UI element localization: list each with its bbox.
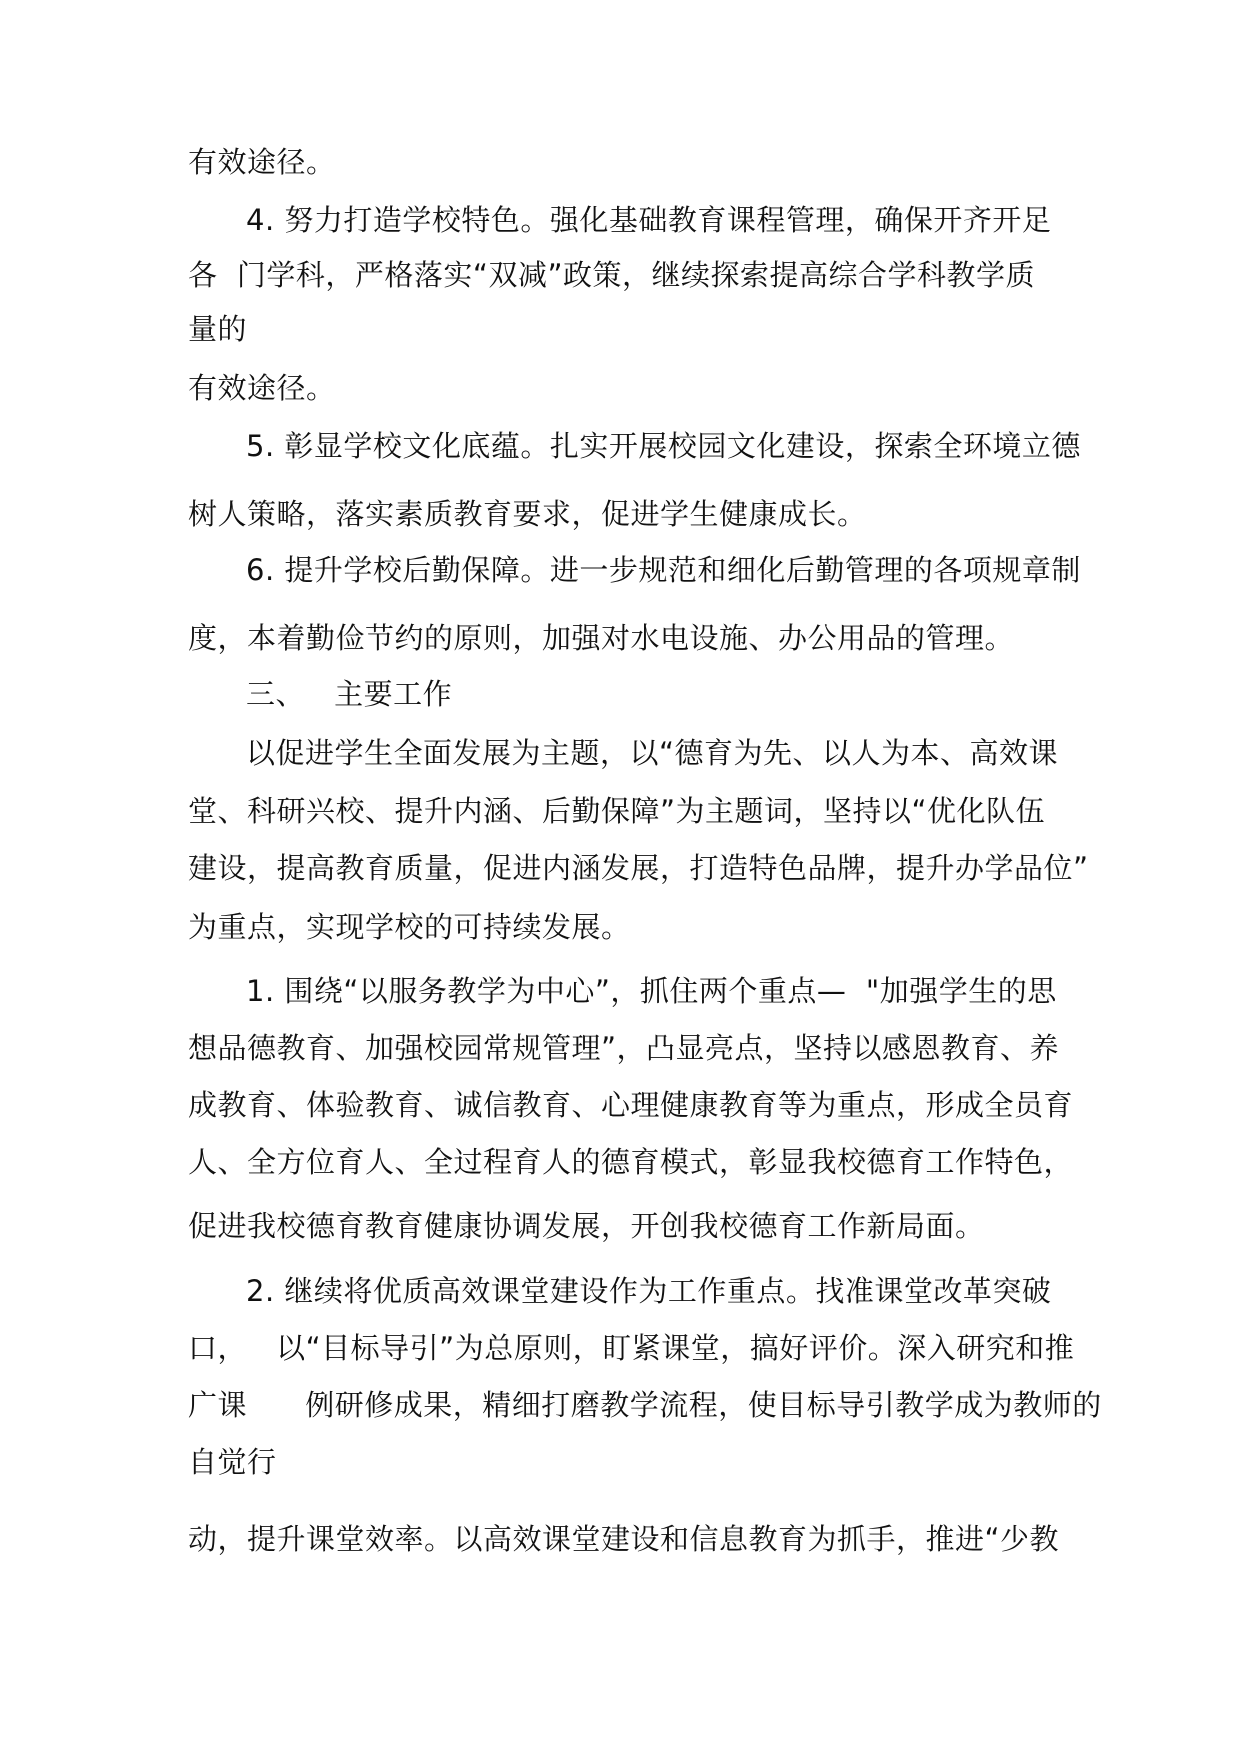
text-line-24: 动，提升课堂效率。以高效课堂建设和信息教育为抓手，推进“少教 [188, 1522, 1060, 1556]
text-line-6: 5. 彰显学校文化底蕴。扎实开展校园文化建设，探索全环境立德 [246, 429, 1081, 463]
text-line-5: 有效途径。 [188, 371, 336, 405]
text-line-18: 人、全方位育人、全过程育人的德育模式，彰显我校德育工作特色， [188, 1145, 1074, 1179]
text-line-9: 度，本着勤俭节约的原则，加强对水电设施、办公用品的管理。 [188, 621, 1015, 655]
text-line-12: 堂、科研兴校、提升内涵、后勤保障”为主题词，坚持以“优化队伍 [188, 794, 1046, 828]
text-line-1: 有效途径。 [188, 145, 336, 179]
text-line-21: 口， 以“目标导引”为总原则，盯紧课堂，搞好评价。深入研究和推 [188, 1331, 1075, 1365]
text-line-11: 以促进学生全面发展为主题，以“德育为先、以人为本、高效课 [246, 736, 1059, 770]
text-line-16: 想品德教育、加强校园常规管理”，凸显亮点，坚持以感恩教育、养 [188, 1031, 1060, 1065]
text-line-4: 量的 [188, 312, 248, 346]
text-line-14: 为重点，实现学校的可持续发展。 [188, 910, 631, 944]
text-line-23: 自觉行 [188, 1445, 277, 1479]
text-line-15: 1. 围绕“以服务教学为中心”，抓住两个重点— "加强学生的思 [246, 974, 1057, 1008]
text-line-17: 成教育、体验教育、诚信教育、心理健康教育等为重点，形成全员育 [188, 1088, 1074, 1122]
text-line-13: 建设，提高教育质量，促进内涵发展，打造特色品牌，提升办学品位” [188, 851, 1089, 885]
text-line-19: 促进我校德育教育健康协调发展，开创我校德育工作新局面。 [188, 1209, 985, 1243]
text-line-3: 各 门学科，严格落实“双减”政策，继续探索提高综合学科教学质 [188, 258, 1035, 292]
text-line-8: 6. 提升学校后勤保障。进一步规范和细化后勤管理的各项规章制 [246, 553, 1081, 587]
text-line-20: 2. 继续将优质高效课堂建设作为工作重点。找准课堂改革突破 [246, 1274, 1052, 1308]
text-line-2: 4. 努力打造学校特色。强化基础教育课程管理，确保开齐开足 [246, 203, 1052, 237]
text-line-7: 树人策略，落实素质教育要求，促进学生健康成长。 [188, 497, 867, 531]
text-line-22: 广课 例研修成果，精细打磨教学流程，使目标导引教学成为教师的 [188, 1388, 1102, 1422]
section-heading: 三、 主要工作 [246, 677, 453, 711]
